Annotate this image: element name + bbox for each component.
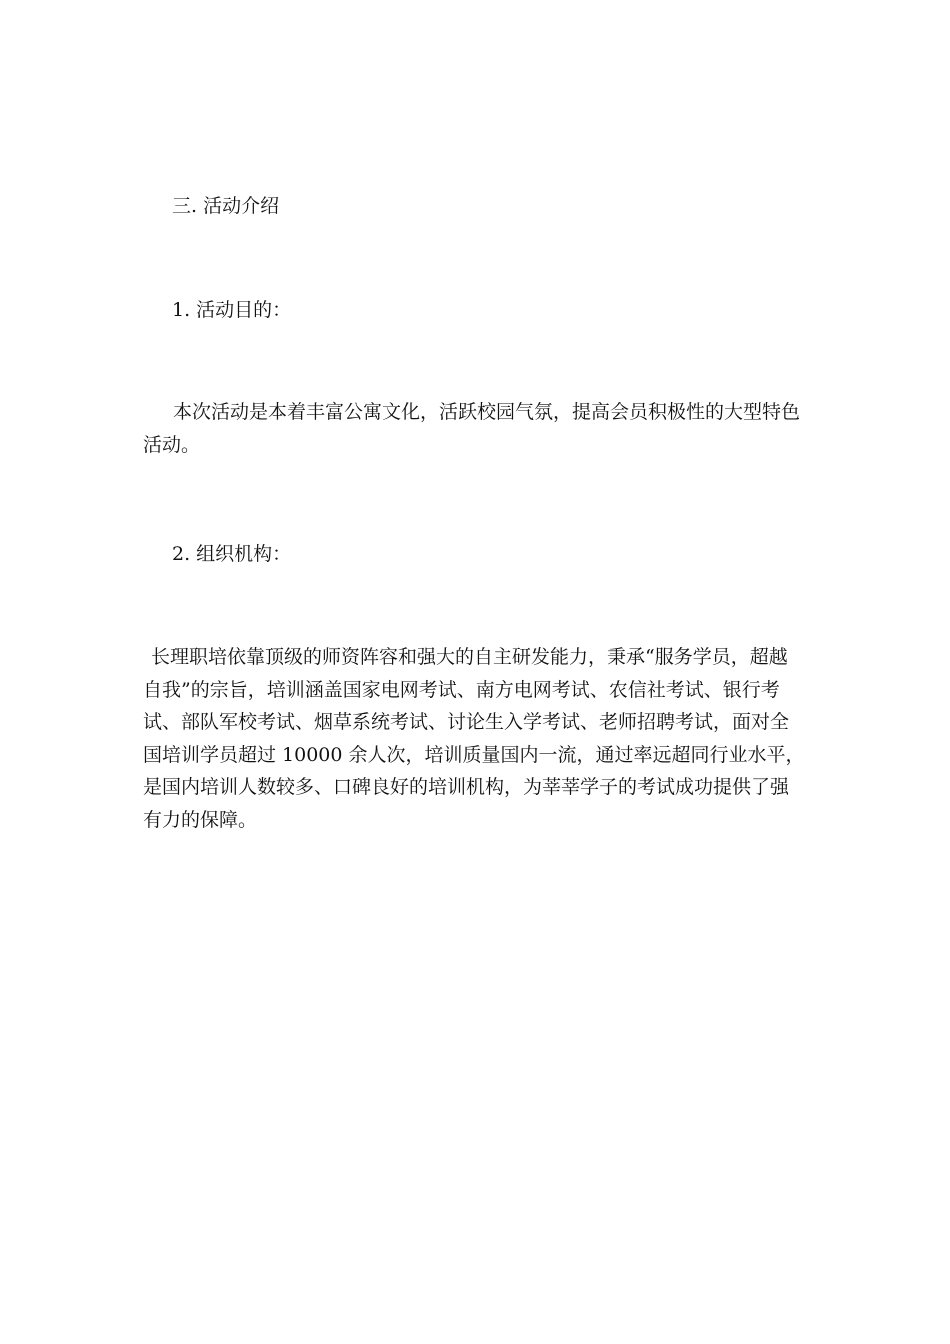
purpose-heading: 1. 活动目的：: [172, 299, 292, 321]
organization-line: 国培训学员超过 10000 余人次，培训质量国内一流，通过率远超同行业水平，: [143, 743, 805, 766]
organization-line: 试、部队军校考试、烟草系统考试、讨论生入学考试、老师招聘考试，面对全: [143, 711, 790, 733]
section-heading: 三. 活动介绍: [172, 195, 280, 217]
purpose-line: 本次活动是本着丰富公寓文化，活跃校园气氛，提高会员积极性的大型特色: [173, 401, 801, 423]
organization-paragraph: [143, 641, 813, 836]
organization-heading: 2. 组织机构：: [172, 543, 292, 565]
organization-line: 有力的保障。: [143, 808, 258, 831]
purpose-line: 活动。: [143, 433, 201, 456]
organization-line: 长理职培依靠顶级的师资阵容和强大的自主研发能力，秉承“服务学员，超越: [151, 646, 788, 668]
purpose-paragraph: [143, 396, 813, 461]
organization-line: 是国内培训人数较多、口碑良好的培训机构，为莘莘学子的考试成功提供了强: [143, 776, 790, 798]
organization-line: 自我”的宗旨，培训涵盖国家电网考试、南方电网考试、农信社考试、银行考: [143, 678, 780, 701]
